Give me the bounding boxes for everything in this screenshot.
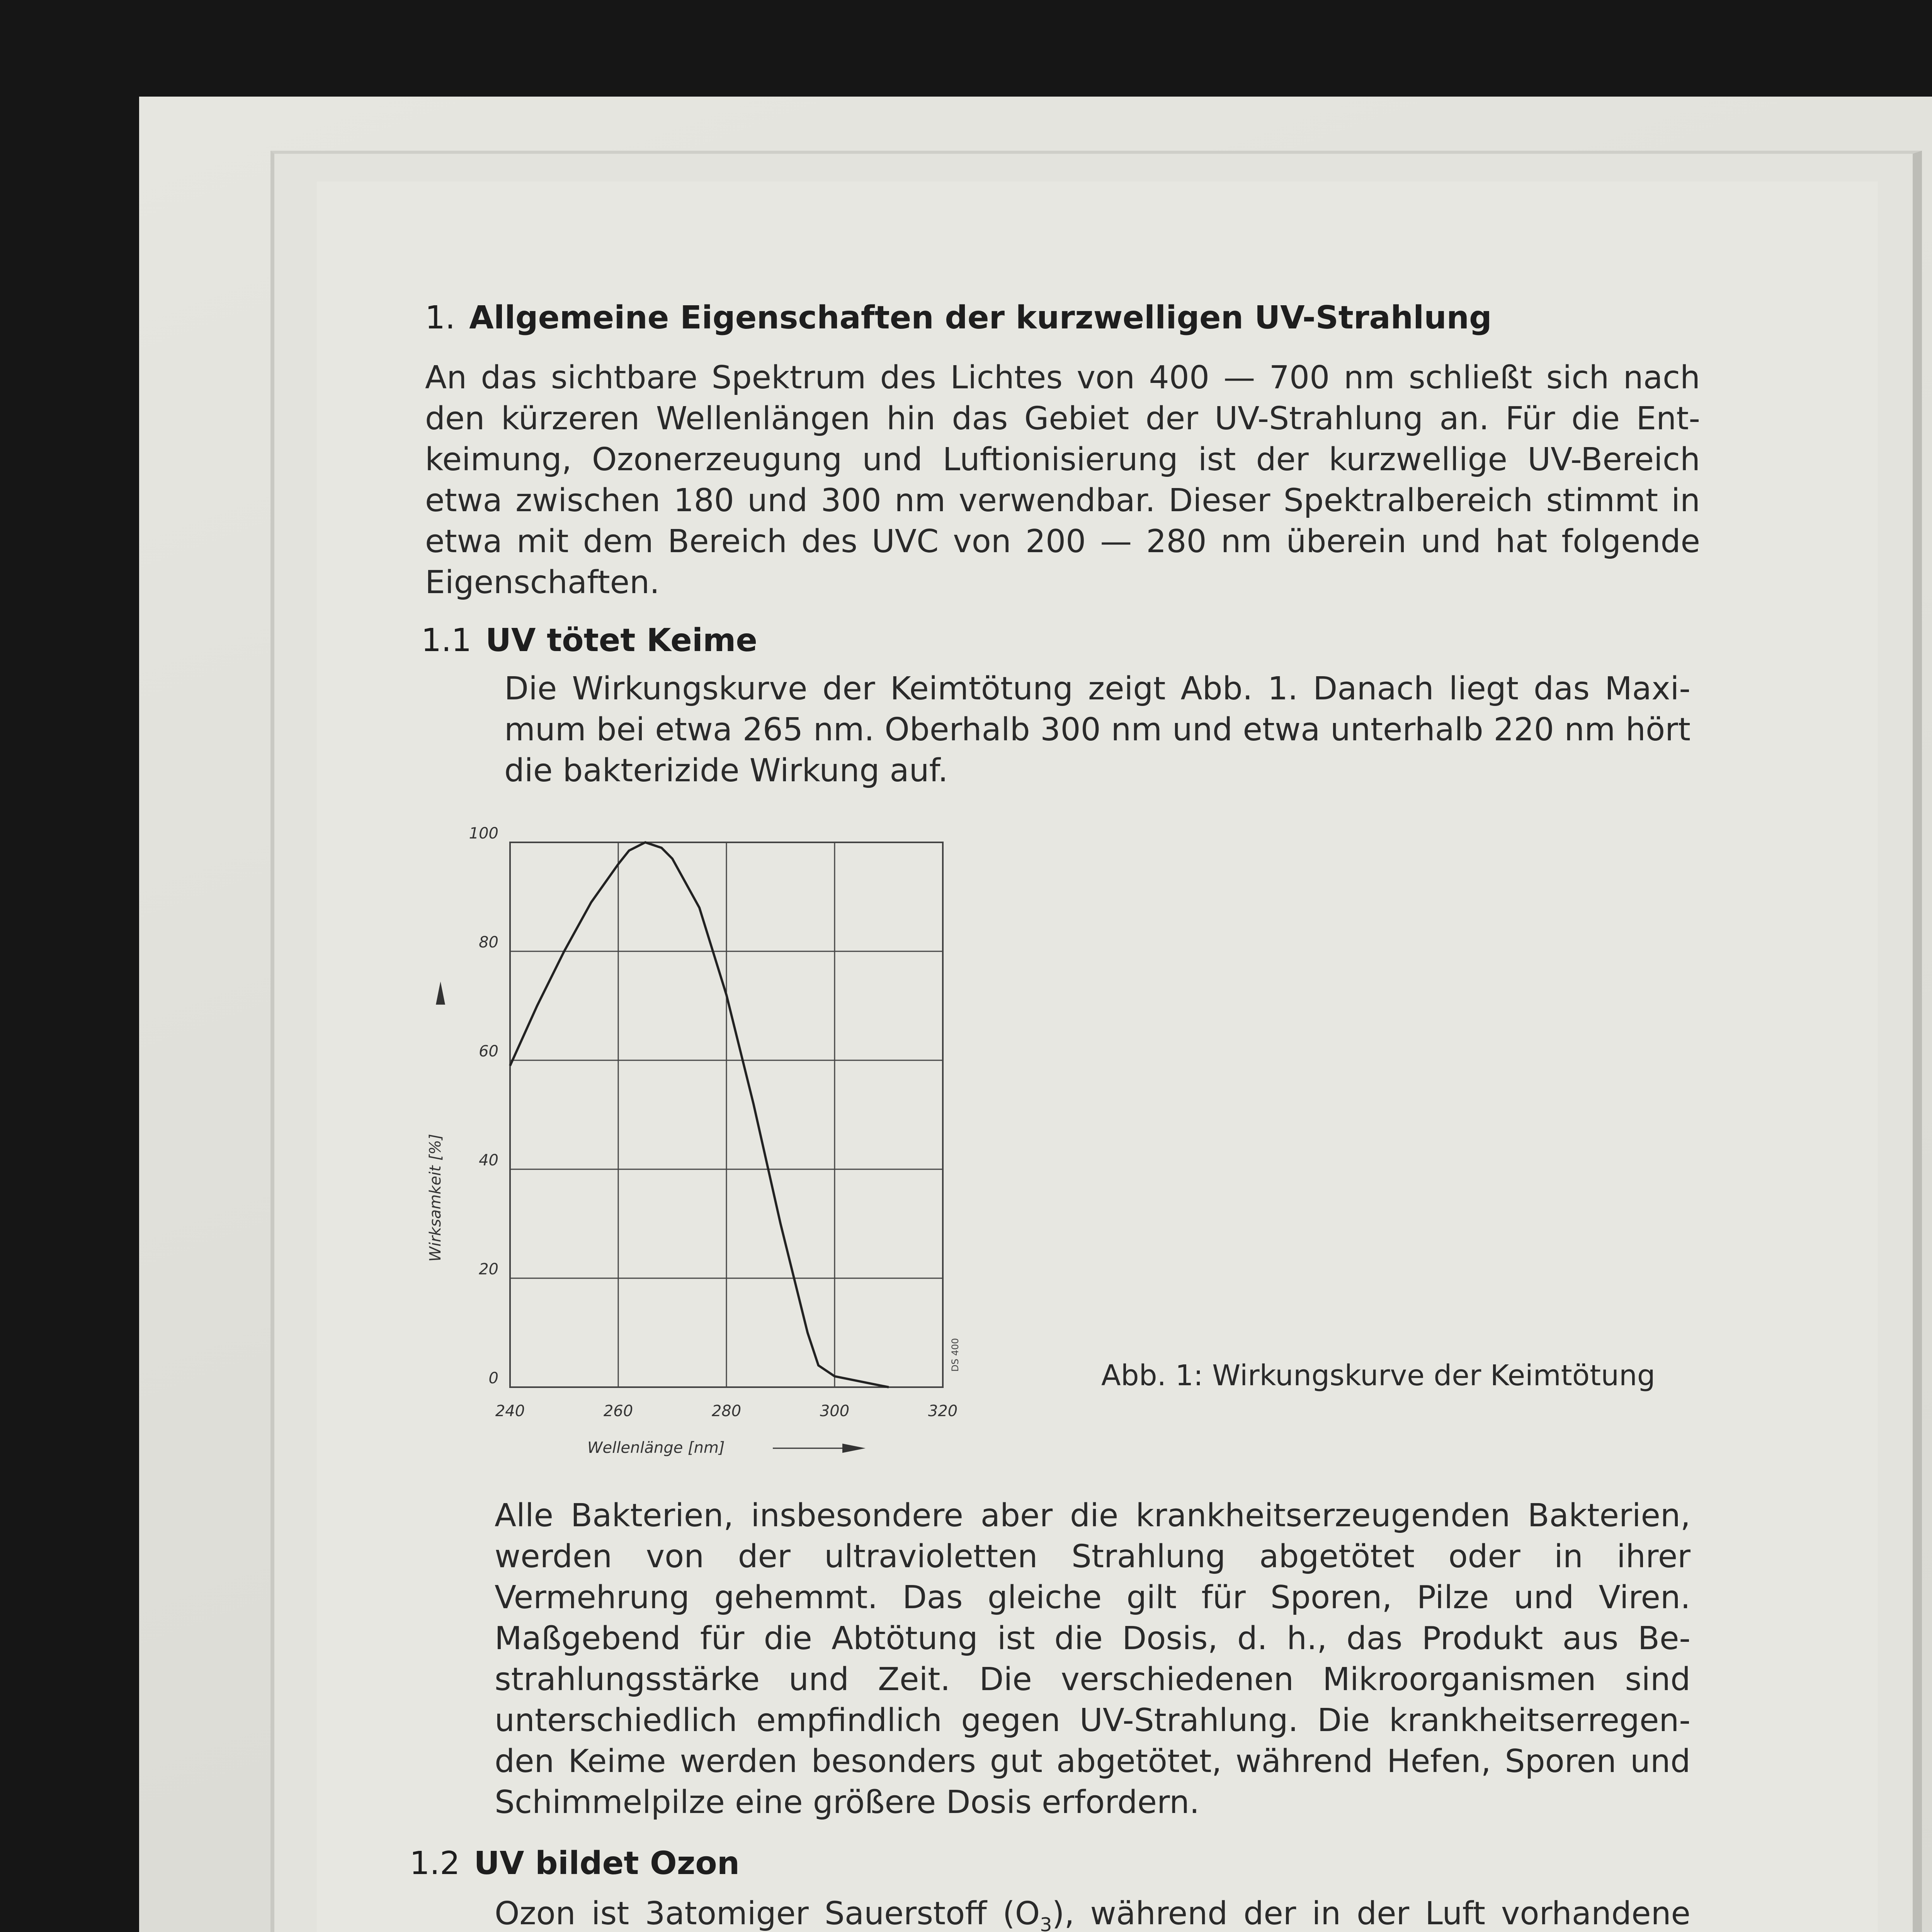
y-tick-label: 0	[488, 1369, 498, 1387]
y-tick-label: 40	[479, 1151, 498, 1169]
section-1-1-paragraph: Die Wirkungskurve der Keimtötung zeigt Abb. 1. Danach liegt das Maximum bei etwa 265 nm. Oberhalb 300 nm und etwa unterhalb 220 nm hört die bakterizide Wirkung auf.	[504, 670, 1690, 789]
section-1-2-paragraph	[495, 1893, 1690, 1932]
y-axis-label: Wirksamkeit [%]	[427, 1134, 444, 1262]
section-1-1-heading	[421, 620, 1696, 661]
x-tick-label: 320	[928, 1402, 958, 1420]
x-tick-label: 260	[603, 1402, 633, 1420]
y-tick-labels	[469, 825, 498, 1387]
section-title: Allgemeine Eigenschaften der kurzwelligen UV-Strahlung	[469, 299, 1492, 336]
section-number: 1.1	[421, 622, 472, 659]
x-tick-label: 240	[495, 1402, 525, 1420]
section-title: UV bildet Ozon	[474, 1845, 740, 1882]
y-axis-arrow-icon	[436, 981, 445, 1005]
section-title: UV tötet Keime	[485, 622, 757, 659]
y-tick-label: 20	[479, 1260, 498, 1278]
figure-caption: Abb. 1: Wirkungskurve der Keimtötung	[1101, 1359, 1655, 1392]
section-1-1-paragraph-2: Alle Bakterien, insbesondere aber die krankheitserzeugenden Bakterien, werden von der ultravioletten Strahlung abgetötet oder in ihrer Vermehrung gehemmt. Das gleiche gilt für Sporen, Pilze und Viren. Maßgebend für die Abtötung ist die Dosis, d. h., das Produkt aus Bestrahlungsstärke und Zeit. Die verschiedenen Mikroorganismen sind unterschiedlich empfindlich gegen UV-Strahlung. Die krankheitserregenden Keime werden besonders gut abgetötet, während Hefen, Sporen und Schimmelpilze eine größere Dosis erfordern.	[495, 1497, 1690, 1821]
x-tick-label: 300	[820, 1402, 850, 1420]
x-axis-arrow-icon	[842, 1444, 866, 1453]
text-part: ), während der in der Luft vorhandene	[1052, 1895, 1690, 1932]
section-1-2-heading	[410, 1843, 1685, 1884]
text-part: Ozon ist 3atomiger Sauerstoff (O	[495, 1895, 1040, 1932]
section-1-paragraph: An das sichtbare Spektrum des Lichtes von 400 — 700 nm schließt sich nach den kürzeren Wellenlängen hin das Gebiet der UV-Strahlung an. Für die Entkeimung, Ozonerzeugung und Luftionisierung ist der kurzwellige UV-Bereich etwa zwischen 180 und 300 nm verwendbar. Dieser Spektralbereich stimmt in etwa mit dem Bereich des UVC von 200 — 280 nm überein und hat folgende Eigenschaften.	[425, 359, 1700, 601]
x-axis-label: Wellenlänge [nm]	[587, 1439, 725, 1457]
series-line	[510, 842, 889, 1387]
x-tick-labels	[495, 1402, 957, 1420]
section-1-heading	[425, 298, 1700, 338]
figure-code: DS 400	[950, 1338, 961, 1372]
subscript: 3	[1040, 1913, 1052, 1932]
section-number: 1.	[425, 299, 456, 336]
chart-grid	[510, 842, 943, 1387]
y-tick-label: 60	[479, 1043, 498, 1060]
y-tick-label: 100	[469, 825, 498, 842]
germicidal-curve-chart	[417, 811, 966, 1484]
x-tick-label: 280	[711, 1402, 742, 1420]
section-number: 1.2	[410, 1845, 460, 1882]
y-tick-label: 80	[479, 934, 498, 951]
